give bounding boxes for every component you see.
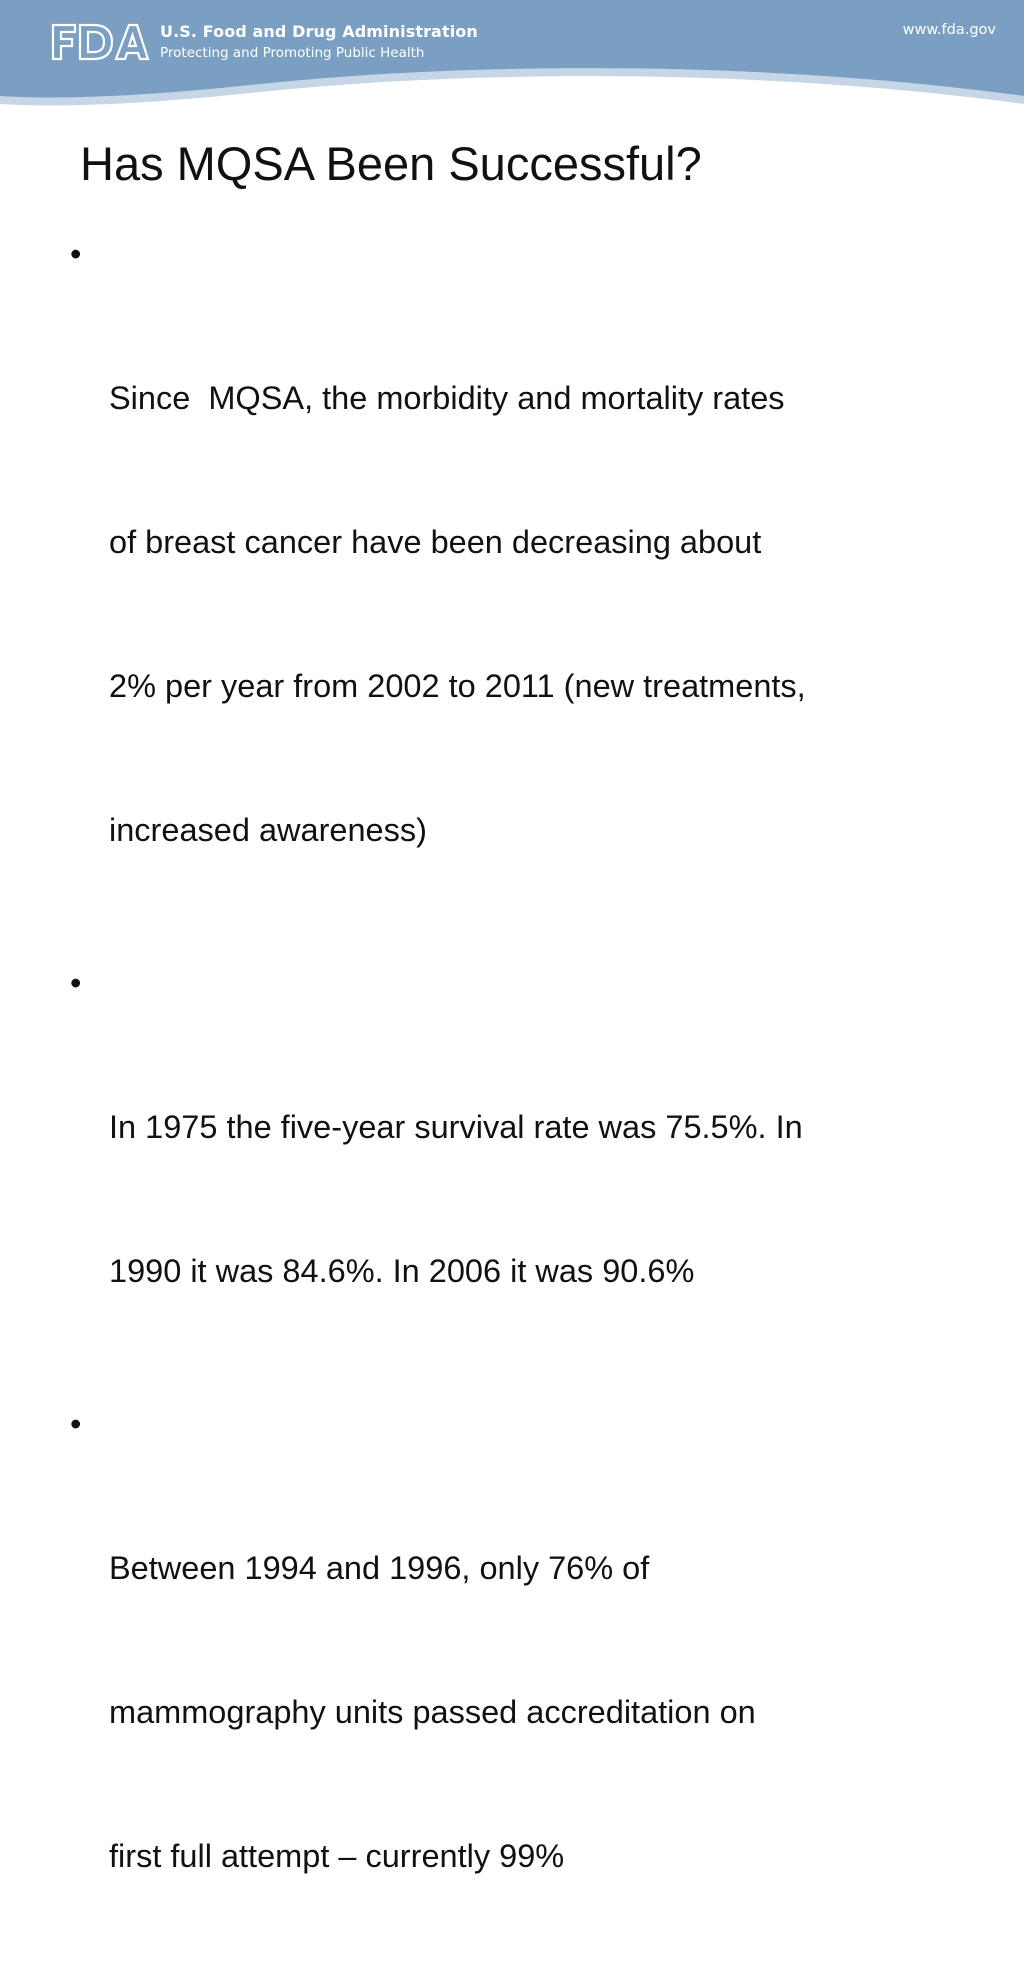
bullet-item-1 [62,230,982,950]
bullet-line: Since MQSA, the morbidity and mortality rates [109,380,785,416]
slide-title: Has MQSA Been Successful? [80,137,702,190]
bullet-item-3 [62,1400,982,1976]
bullet-line: Between 1994 and 1996, only 76% of [109,1550,650,1586]
bullet-dot-icon: • [70,1406,82,1442]
bullet-line: of breast cancer have been decreasing about [109,524,762,560]
bullet-line: increased awareness) [109,812,427,848]
fda-logo [50,22,150,62]
bullet-line: mammography units passed accreditation on [109,1694,756,1730]
header-banner [0,0,1024,120]
bullet-line: first full attempt – currently 99% [109,1838,565,1874]
bullet-list [62,230,982,1985]
bullet-dot-icon: • [70,965,82,1001]
bullet-line: 2% per year from 2002 to 2011 (new treatments, [109,668,806,704]
bullet-line: 1990 it was 84.6%. In 2006 it was 90.6% [109,1253,695,1289]
website-url: www.fda.gov [902,22,996,38]
bullet-item-2 [62,959,982,1391]
agency-name: U.S. Food and Drug Administration [160,22,478,41]
agency-tagline: Protecting and Promoting Public Health [160,45,425,61]
bullet-dot-icon: • [70,236,82,272]
bullet-line: In 1975 the five-year survival rate was 75.5%. In [109,1109,803,1145]
